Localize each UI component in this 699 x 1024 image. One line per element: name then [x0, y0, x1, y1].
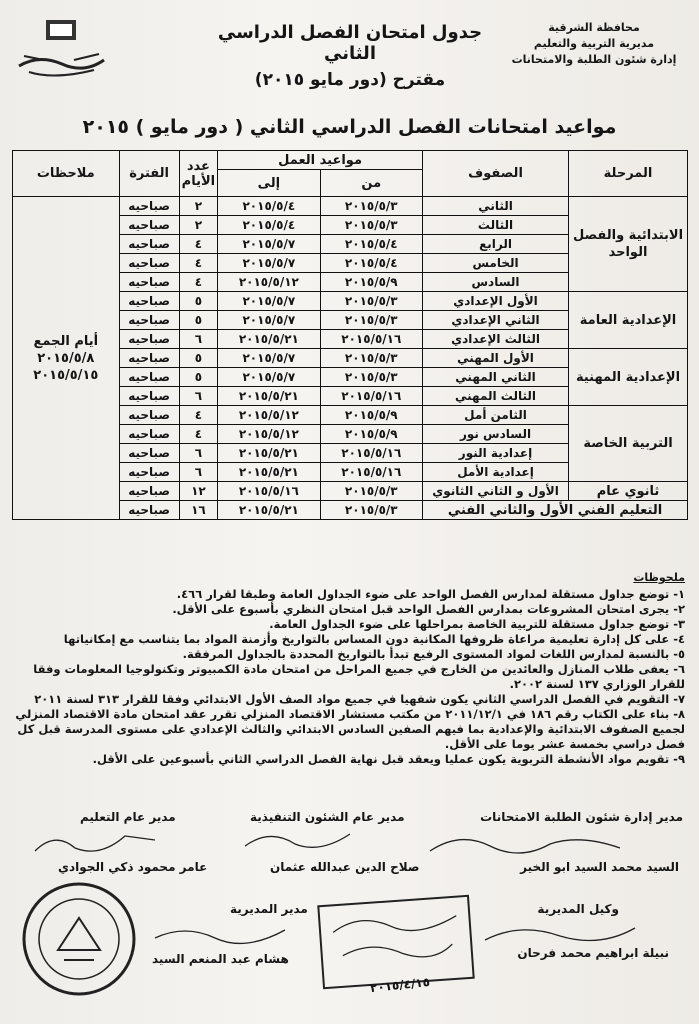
grade-cell: الثاني المهني [423, 368, 569, 387]
days-cell: ١٢ [179, 482, 217, 501]
from-cell: ٢٠١٥/٥/٣ [320, 197, 422, 216]
table-title: مواعيد امتحانات الفصل الدراسي الثاني ( دور مايو ) ٢٠١٥ [82, 116, 617, 138]
period-cell: صباحيه [119, 216, 179, 235]
header-grades: الصفوف [423, 151, 569, 197]
note-item: ٤- على كل إدارة تعليمية مراعاة ظروفها المكانية دون المساس بالتواريخ وأزمنة المواد بما يتناسب مع إمكانياتها [63, 632, 685, 646]
org-line: إدارة شئون الطلبة والامتحانات [511, 53, 677, 66]
from-cell: ٢٠١٥/٥/١٦ [320, 463, 422, 482]
handwritten-date: ٢٠١٥/٤/١٥ [369, 974, 431, 996]
grade-cell: الأول و الثاني الثانوي [423, 482, 569, 501]
days-cell: ٤ [179, 254, 217, 273]
to-cell: ٢٠١٥/٥/١٢ [218, 425, 320, 444]
period-cell: صباحيه [119, 235, 179, 254]
from-cell: ٢٠١٥/٥/٣ [320, 216, 422, 235]
days-cell: ٤ [179, 406, 217, 425]
to-cell: ٢٠١٥/٥/٧ [218, 235, 320, 254]
days-cell: ٥ [179, 311, 217, 330]
signature-name: صلاح الدين عبدالله عثمان [270, 860, 420, 874]
notes-cell [13, 197, 120, 520]
from-cell: ٢٠١٥/٥/٤ [320, 254, 422, 273]
signature-role: مدير إدارة شئون الطلبة الامتحانات [480, 810, 683, 824]
days-cell: ١٦ [179, 501, 217, 520]
header-notes: ملاحظات [13, 151, 120, 197]
notes-cell-line: ٢٠١٥/٥/٨ [37, 350, 95, 366]
from-cell: ٢٠١٥/٥/٩ [320, 273, 422, 292]
stage-cell: الإعدادية العامة [569, 292, 688, 349]
stage-cell: التعليم الفني الأول والثاني الفني [423, 501, 688, 520]
grade-cell: الرابع [423, 235, 569, 254]
from-cell: ٢٠١٥/٥/٣ [320, 482, 422, 501]
to-cell: ٢٠١٥/٥/١٢ [218, 406, 320, 425]
org-line: محافظة الشرقية [548, 21, 640, 34]
from-cell: ٢٠١٥/٥/١٦ [320, 330, 422, 349]
note-item: ١- توضع جداول مستقلة لمدارس الفصل الواحد على ضوء الجداول العامة وطبقا لقرار ٤٦٦. [176, 587, 685, 601]
grade-cell: الثاني الإعدادي [423, 311, 569, 330]
grade-cell: الثالث [423, 216, 569, 235]
period-cell: صباحيه [119, 501, 179, 520]
from-cell: ٢٠١٥/٥/٩ [320, 406, 422, 425]
stage-cell: ثانوي عام [569, 482, 688, 501]
to-cell: ٢٠١٥/٥/٧ [218, 349, 320, 368]
days-cell: ٥ [179, 349, 217, 368]
to-cell: ٢٠١٥/٥/٢١ [218, 387, 320, 406]
emblem-logo-icon [14, 16, 109, 86]
signature-name: هشام عبد المنعم السيد [152, 952, 289, 966]
period-cell: صباحيه [119, 406, 179, 425]
period-cell: صباحيه [119, 444, 179, 463]
header-to: إلى [218, 170, 320, 197]
header-stage: المرحلة [569, 151, 688, 197]
period-cell: صباحيه [119, 197, 179, 216]
note-item: ٣- توضع جداول مستقلة للتربية الخاصة بمراحلها على ضوء الجداول العامة. [269, 617, 685, 631]
to-cell: ٢٠١٥/٥/٢١ [218, 444, 320, 463]
exam-schedule-table [12, 150, 688, 520]
grade-cell: السادس نور [423, 425, 569, 444]
handwritten-signature-icon [240, 826, 360, 856]
from-cell: ٢٠١٥/٥/٤ [320, 235, 422, 254]
days-cell: ٦ [179, 444, 217, 463]
stage-cell: الإعدادية المهنية [569, 349, 688, 406]
title-block [215, 22, 485, 90]
handwritten-signature-icon [420, 826, 640, 860]
stage-cell: التربية الخاصة [569, 406, 688, 482]
period-cell: صباحيه [119, 330, 179, 349]
notes-cell-line: ٢٠١٥/٥/١٥ [33, 367, 99, 383]
period-cell: صباحيه [119, 254, 179, 273]
to-cell: ٢٠١٥/٥/٢١ [218, 463, 320, 482]
period-cell: صباحيه [119, 387, 179, 406]
handwritten-signature-icon [150, 918, 290, 948]
to-cell: ٢٠١٥/٥/٧ [218, 254, 320, 273]
from-cell: ٢٠١٥/٥/٣ [320, 501, 422, 520]
from-cell: ٢٠١٥/٥/٣ [320, 349, 422, 368]
header-dates: مواعيد العمل [218, 151, 423, 170]
grade-cell: إعدادية النور [423, 444, 569, 463]
period-cell: صباحيه [119, 368, 179, 387]
grade-cell: الثالث الإعدادي [423, 330, 569, 349]
document-title: جدول امتحان الفصل الدراسي الثاني [217, 22, 483, 64]
grade-cell: الثالث المهني [423, 387, 569, 406]
from-cell: ٢٠١٥/٥/٩ [320, 425, 422, 444]
grade-cell: السادس [423, 273, 569, 292]
signature-role: مدير المديرية [230, 902, 308, 916]
to-cell: ٢٠١٥/٥/٢١ [218, 330, 320, 349]
stage-cell: الابتدائية والفصل الواحد [569, 197, 688, 292]
days-cell: ٦ [179, 387, 217, 406]
days-cell: ٢ [179, 197, 217, 216]
period-cell: صباحيه [119, 292, 179, 311]
handwritten-signature-icon [480, 918, 640, 948]
header-period: الفترة [119, 151, 179, 197]
to-cell: ٢٠١٥/٥/١٢ [218, 273, 320, 292]
header-days: عدد الأيام [179, 151, 217, 197]
official-stamp-icon [20, 880, 138, 998]
handwritten-signature-icon [30, 826, 160, 860]
document-subtitle: مقترح (دور مايو ٢٠١٥) [254, 70, 446, 90]
period-cell: صباحيه [119, 273, 179, 292]
note-item: ٩- تقويم مواد الأنشطة التربوية يكون عمليا ويعقد قبل نهاية الفصل الدراسي الثاني بأسبوعين على الأقل. [92, 752, 685, 766]
from-cell: ٢٠١٥/٥/١٦ [320, 387, 422, 406]
from-cell: ٢٠١٥/٥/٣ [320, 311, 422, 330]
org-header [499, 20, 689, 68]
org-line: مديرية التربية والتعليم [533, 37, 655, 50]
period-cell: صباحيه [119, 349, 179, 368]
note-item: ٧- التقويم في الفصل الدراسي الثاني يكون شفهيا في جميع مواد الصف الأول الابتدائي وفقا للقرار ٣١٣ لسنة ٢٠١١ [34, 692, 685, 706]
grade-cell: إعدادية الأمل [423, 463, 569, 482]
period-cell: صباحيه [119, 463, 179, 482]
days-cell: ٤ [179, 273, 217, 292]
note-item: ٨- بناء على الكتاب رقم ١٨٦ في ٢٠١١/١٢/١ من مكتب مستشار الاقتصاد المنزلي تقرر عقد امتحان مادة الاقتصاد المنزلي لجميع الصفوف الابتدائية والإعدادية بما فيهم الصفين السادس الابتدائي والثالث الإعدادي على مستوى المدرسة قبل كل فصل دراسي بخمسة عشر يوما على الأقل. [15, 707, 685, 751]
to-cell: ٢٠١٥/٥/٤ [218, 216, 320, 235]
signature-role: مدير عام التعليم [80, 810, 176, 824]
to-cell: ٢٠١٥/٥/٤ [218, 197, 320, 216]
grade-cell: الأول الإعدادي [423, 292, 569, 311]
table-row [13, 197, 688, 216]
period-cell: صباحيه [119, 311, 179, 330]
grade-cell: الأول المهني [423, 349, 569, 368]
note-item: ٥- بالنسبة لمدارس اللغات لمواد المستوى الرفيع تبدأ بالتواريخ المحددة بالجداول المرفقة. [182, 647, 685, 661]
signature-name: السيد محمد السيد ابو الخير [520, 860, 679, 874]
note-item: ٦- يعفى طلاب المنازل والعائدين من الخارج في جميع المراحل من امتحان مادة الكمبيوتر وتكنولوجيا المعلومات وفقا للقرار الوزاري ١٣٧ لسنة ٢٠٠٢. [33, 662, 685, 691]
to-cell: ٢٠١٥/٥/٧ [218, 368, 320, 387]
notes-cell-line: أيام الجمع [33, 333, 99, 349]
signature-name: نبيلة ابراهيم محمد فرحان [517, 946, 669, 960]
days-cell: ٦ [179, 463, 217, 482]
days-cell: ٦ [179, 330, 217, 349]
from-cell: ٢٠١٥/٥/١٦ [320, 444, 422, 463]
header-from: من [320, 170, 422, 197]
period-cell: صباحيه [119, 482, 179, 501]
days-cell: ٥ [179, 368, 217, 387]
days-cell: ٥ [179, 292, 217, 311]
to-cell: ٢٠١٥/٥/٧ [218, 311, 320, 330]
to-cell: ٢٠١٥/٥/٧ [218, 292, 320, 311]
period-cell: صباحيه [119, 425, 179, 444]
to-cell: ٢٠١٥/٥/٢١ [218, 501, 320, 520]
from-cell: ٢٠١٥/٥/٣ [320, 368, 422, 387]
signature-name: عامر محمود ذكي الجوادي [58, 860, 208, 874]
notes-section [15, 570, 685, 767]
grade-cell: الثامن أمل [423, 406, 569, 425]
grade-cell: الخامس [423, 254, 569, 273]
note-item: ٢- يجرى امتحان المشروعات بمدارس الفصل الواحد قبل امتحان النظري بأسبوع على الأقل. [172, 602, 685, 616]
grade-cell: الثاني [423, 197, 569, 216]
to-cell: ٢٠١٥/٥/١٦ [218, 482, 320, 501]
signature-role: مدير عام الشئون التنفيذية [250, 810, 405, 824]
from-cell: ٢٠١٥/٥/٣ [320, 292, 422, 311]
days-cell: ٤ [179, 235, 217, 254]
days-cell: ٤ [179, 425, 217, 444]
notes-heading: ملحوظات [633, 571, 685, 584]
days-cell: ٢ [179, 216, 217, 235]
signature-role: وكيل المديرية [537, 902, 619, 916]
